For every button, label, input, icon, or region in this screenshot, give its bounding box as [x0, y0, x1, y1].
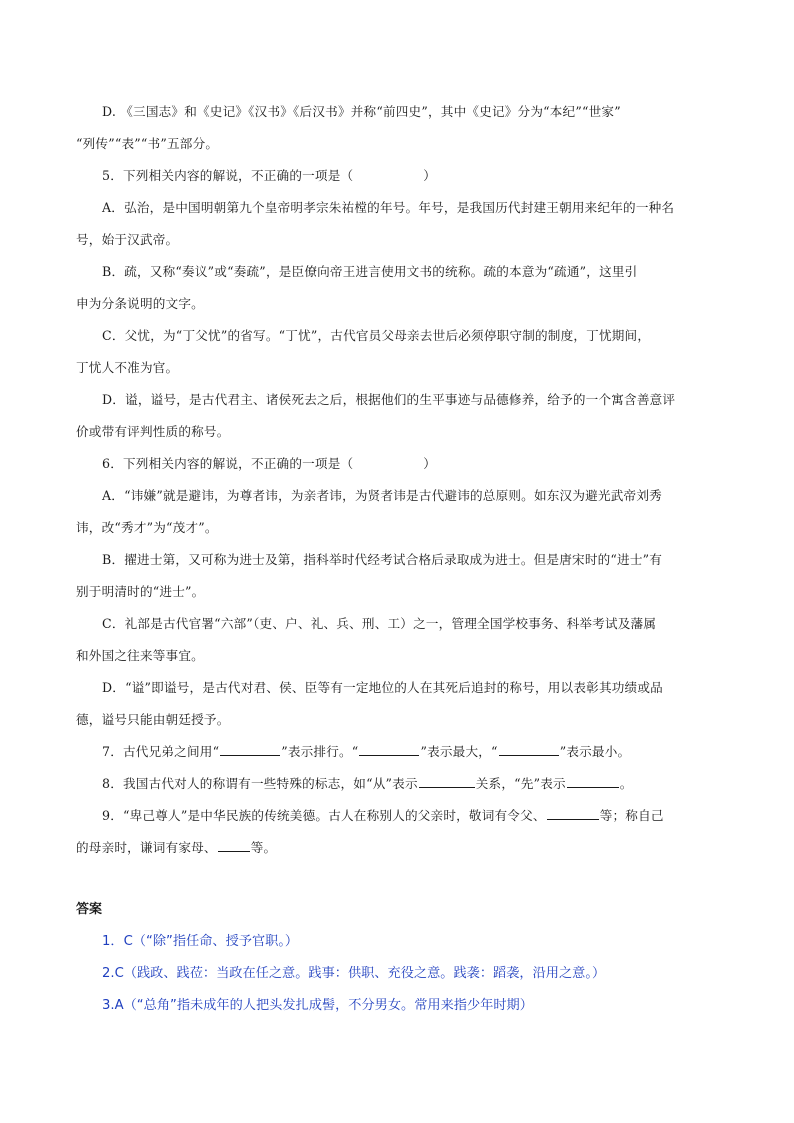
option-d-line-2: “列传”“表”“书”五部分。 [76, 136, 219, 151]
q5-option-d-line-2: 价或带有评判性质的称号。 [76, 424, 230, 439]
q6-option-a-line-2: 讳，改“秀才”为“茂才”。 [76, 520, 218, 535]
q7-part-4: ”表示最小。 [559, 744, 631, 759]
q5-option-b-line-1: B．疏，又称“奏议”或“奏疏”，是臣僚向帝王进言使用文书的统称。疏的本意为“疏通”，这里引 [102, 264, 638, 279]
q9-part-2: 等；称自己 [599, 808, 664, 823]
q6-option-b-line-1: B．擢进士第，又可称为进士及第，指科举时代经考试合格后录取成为进士。但是唐宋时的“进士”有 [102, 552, 663, 567]
q6-option-d-line-2: 德，谥号只能由朝廷授予。 [76, 712, 230, 727]
fill-blank[interactable] [220, 743, 280, 756]
q9-part-3: 的母亲时，谦词有家母、 [76, 840, 217, 855]
q9-part-1: 9．“卑己尊人”是中华民族的传统美德。古人在称别人的父亲时，敬词有令父、 [102, 808, 546, 823]
answers-heading: 答案 [76, 902, 103, 917]
question-6-stem [102, 453, 436, 472]
q5-option-c-line-1: C．父忧，为“丁父忧”的省写。“丁忧”，古代官员父母亲去世后必须停职守制的制度，丁忧期间， [102, 328, 651, 343]
question-5-close-paren: ） [423, 168, 437, 183]
fill-blank[interactable] [547, 807, 599, 820]
question-7 [102, 741, 630, 760]
answer-item-2 [102, 962, 605, 981]
question-6-close-paren: ） [423, 456, 437, 471]
fill-blank[interactable] [218, 839, 250, 852]
q5-option-a-line-1: A．弘治，是中国明朝第九个皇帝明孝宗朱祐樘的年号。年号，是我国历代封建王朝用来纪年的一种名 [102, 200, 675, 215]
q5-option-d-line-1: D．谥，谥号，是古代君主、诸侯死去之后，根据他们的生平事迹与品德修养，给予的一个寓含善意评 [102, 392, 676, 407]
fill-blank[interactable] [419, 775, 475, 788]
q5-option-a-line-2: 号，始于汉武帝。 [76, 232, 179, 247]
answer-explanation: （“总角”指未成年的人把头发扎成髻，不分男女。常用来指少年时期） [123, 998, 533, 1013]
q8-part-3: 。 [619, 776, 633, 791]
q9-part-4: 等。 [250, 840, 277, 855]
q7-part-2: ”表示排行。“ [281, 744, 359, 759]
fill-blank[interactable] [499, 743, 559, 756]
fill-blank[interactable] [567, 775, 619, 788]
q5-option-b-line-2: 申为分条说明的文字。 [76, 296, 204, 311]
answer-explanation: （践政、践莅：当政在任之意。践事：供职、充役之意。践袭：蹈袭，沿用之意。） [123, 966, 606, 981]
question-5-text: 5．下列相关内容的解说，不正确的一项是（ [102, 168, 354, 183]
q8-part-2: 关系，“先”表示 [475, 776, 566, 791]
answer-number: 2.C [102, 966, 124, 981]
q6-option-a-line-1: A．“讳嫌”就是避讳，为尊者讳，为亲者讳，为贤者讳是古代避讳的总原则。如东汉为避光武帝刘秀 [102, 488, 662, 503]
q7-part-3: ”表示最大，“ [420, 744, 498, 759]
q7-part-1: 7．古代兄弟之间用“ [102, 744, 220, 759]
question-9-line-1 [102, 805, 664, 824]
option-d-line-1: D. 《三国志》和《史记》《汉书》《后汉书》并称“前四史”，其中《史记》分为“本纪”“世家” [102, 104, 621, 119]
answer-item-1 [102, 930, 298, 949]
q6-option-d-line-1: D．“谥”即谥号，是古代对君、侯、臣等有一定地位的人在其死后追封的称号，用以表彰其功绩或品 [102, 680, 663, 695]
answer-item-3 [102, 994, 533, 1013]
answer-explanation: （“除”指任命、授予官职。） [132, 934, 299, 949]
q6-option-c-line-2: 和外国之往来等事宜。 [76, 648, 204, 663]
answer-number: 1．C [102, 934, 133, 949]
fill-blank[interactable] [359, 743, 419, 756]
q5-option-c-line-2: 丁忧人不准为官。 [76, 360, 179, 375]
q8-part-1: 8．我国古代对人的称谓有一些特殊的标志，如“从”表示 [102, 776, 418, 791]
q6-option-b-line-2: 别于明清时的“进士”。 [76, 584, 205, 599]
q6-option-c-line-1: C．礼部是古代官署“六部”（吏、户、礼、兵、刑、工）之一，管理全国学校事务、科举考试及藩属 [102, 616, 657, 631]
question-6-text: 6．下列相关内容的解说，不正确的一项是（ [102, 456, 354, 471]
question-8 [102, 773, 633, 792]
question-9-line-2 [76, 837, 276, 856]
answer-number: 3.A [102, 998, 124, 1013]
question-5-stem [102, 165, 436, 184]
